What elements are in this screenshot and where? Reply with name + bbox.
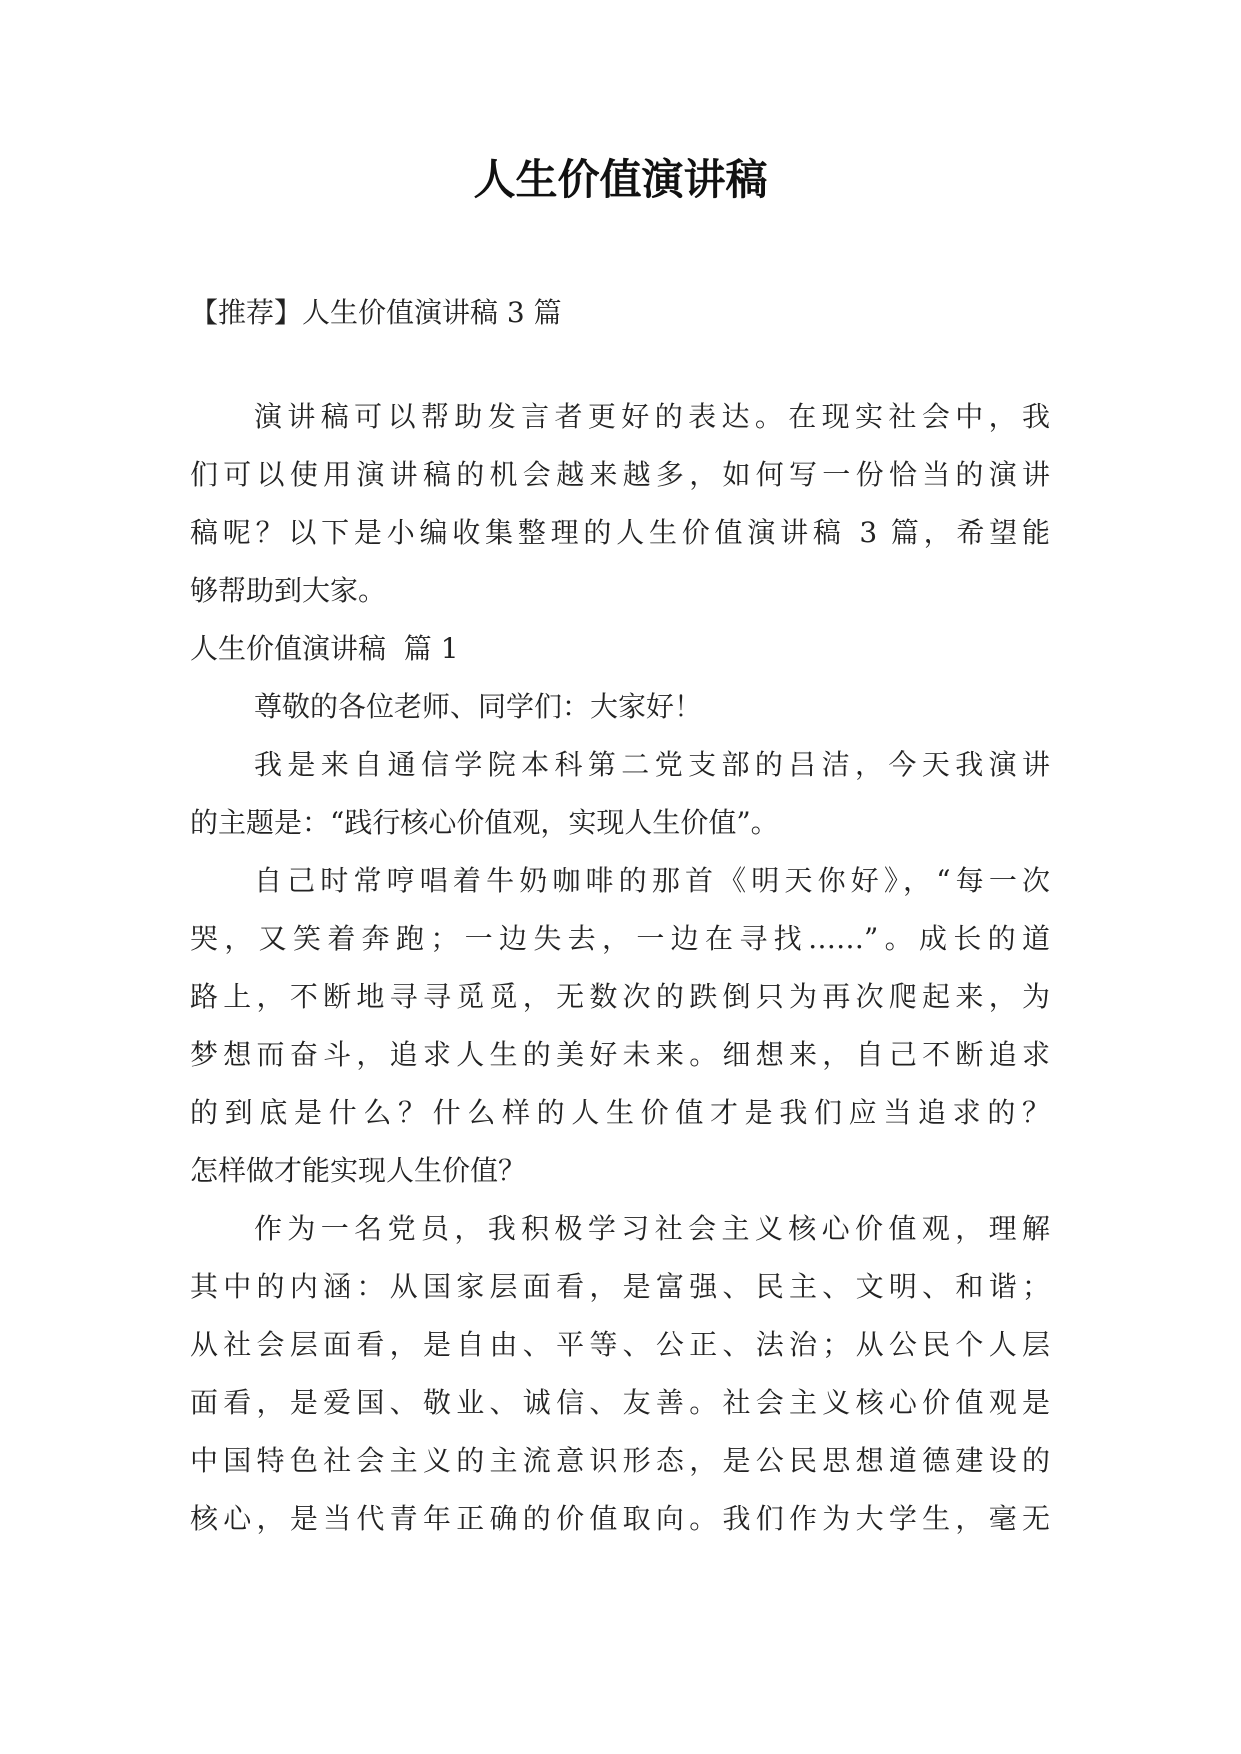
paragraph-line: 怎样做才能实现人生价值？	[190, 1154, 527, 1187]
document-body	[190, 284, 1050, 1548]
document-subtitle: 【推荐】人生价值演讲稿 3 篇	[190, 296, 562, 329]
paragraph-gap	[190, 342, 1050, 388]
paragraph-line: 稿呢？以下是小编收集整理的人生价值演讲稿 3 篇，希望能	[190, 516, 1050, 549]
paragraph-line: 梦想而奋斗，追求人生的美好未来。细想来，自己不断追求	[190, 1038, 1050, 1071]
intro-paragraph	[190, 388, 1050, 620]
paragraph-line: 其中的内涵：从国家层面看，是富强、民主、文明、和谐；	[190, 1270, 1050, 1303]
paragraph-line: 面看，是爱国、敬业、诚信、友善。社会主义核心价值观是	[190, 1386, 1050, 1419]
paragraph-line: 路上，不断地寻寻觅觅，无数次的跌倒只为再次爬起来，为	[190, 980, 1050, 1013]
paragraph-line: 哭，又笑着奔跑；一边失去，一边在寻找……”。成长的道	[190, 922, 1050, 955]
section-heading: 人生价值演讲稿 篇 1	[190, 632, 459, 665]
paragraph-line: 的到底是什么？什么样的人生价值才是我们应当追求的？	[190, 1096, 1050, 1129]
document-title: 人生价值演讲稿	[473, 155, 768, 204]
speech-paragraph-3	[190, 1200, 1050, 1548]
paragraph-line: 自己时常哼唱着牛奶咖啡的那首《明天你好》，“每一次	[254, 864, 1050, 897]
paragraph-line: 演讲稿可以帮助发言者更好的表达。在现实社会中，我	[254, 400, 1050, 433]
speech-paragraph-1	[190, 736, 1050, 852]
paragraph-line: 的主题是：“践行核心价值观，实现人生价值”。	[190, 806, 779, 839]
paragraph-line: 中国特色社会主义的主流意识形态，是公民思想道德建设的	[190, 1444, 1050, 1477]
paragraph-line: 作为一名党员，我积极学习社会主义核心价值观，理解	[254, 1212, 1050, 1245]
paragraph-line: 够帮助到大家。	[190, 574, 387, 607]
paragraph-line: 们可以使用演讲稿的机会越来越多，如何写一份恰当的演讲	[190, 458, 1050, 491]
paragraph-line: 我是来自通信学院本科第二党支部的吕洁，今天我演讲	[254, 748, 1050, 781]
speech-paragraph-2	[190, 852, 1050, 1200]
paragraph-line: 核心，是当代青年正确的价值取向。我们作为大学生，毫无	[190, 1502, 1050, 1535]
greeting-line: 尊敬的各位老师、同学们：大家好！	[254, 690, 703, 723]
paragraph-line: 从社会层面看，是自由、平等、公正、法治；从公民个人层	[190, 1328, 1050, 1361]
